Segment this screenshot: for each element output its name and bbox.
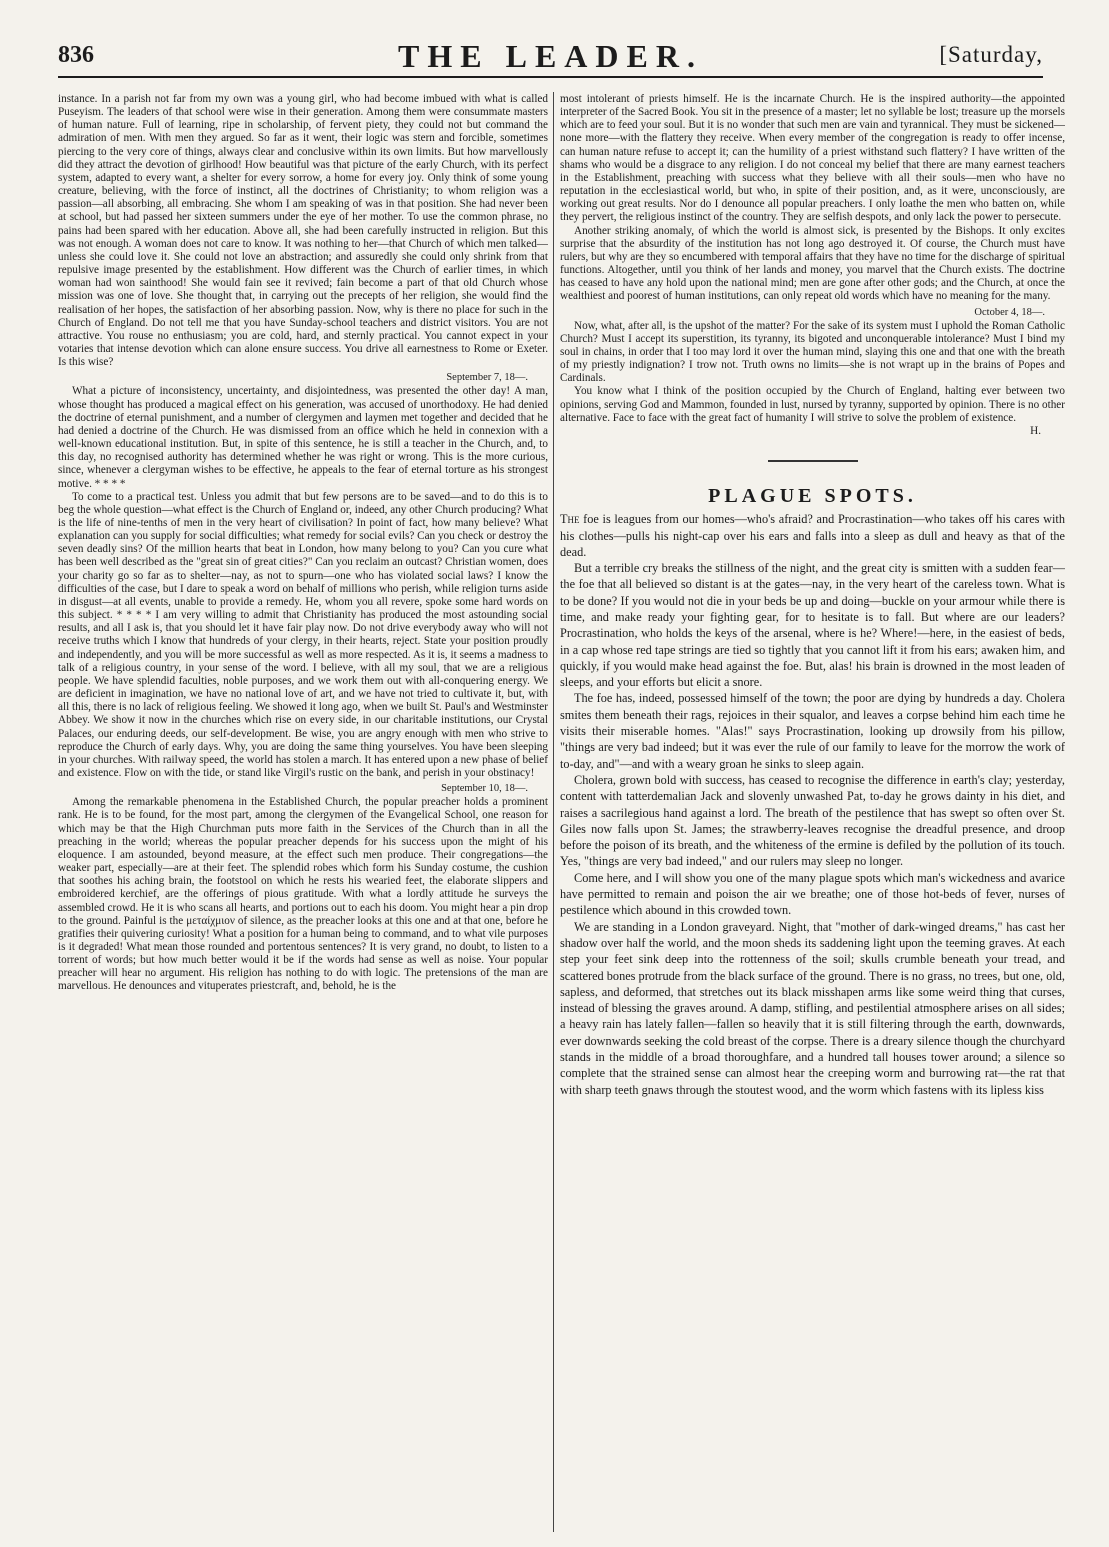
paragraph-text: foe is leagues from our homes—who's afraid? and Procrastination—who takes off his cares with his clothes—pulls his night-cap over his ears and falls into a sleep as dull and heavy as that of the dead. [560,512,1065,559]
article-paragraph: Among the remarkable phenomena in the Established Church, the popular preacher holds a prominent rank. He is to be found, for the most part, among the clergymen of the Evangelical School, one reason for which may be that the High Churchman puts more faith in the Services of the Church than in all the preaching in the world; whereas the popular preacher depends for his success upon the might of his eloquence. I am astounded, beyond measure, at the effect such men produce. Their congregations—the weaker part, especially—are at their feet. The splendid robes which form his Sunday costume, the cushion that soothes his aching brain, the footstool on which he rests his wearied feet, the elaborate slippers and embroidered kerchief, are the offerings of pious gratitude. With what a lordly attitude he surveys the assembled crowd. He it is who scans all hearts, and portions out to each his doom. You might hear a pin drop to the ground. Painful is the μεταίχμιον of silence, as the preacher looks at this one and at that one, before he gratifies their quivering curiosity! What a position for a human being to command, and to what vile purposes is it degraded! What mean those rounded and portentous sentences? It is very grand, no doubt, to listen to a torrent of words; but how much better would it be if the words had sense as well as noise. Your popular preacher will hear no argument. His religion has nothing to do with logic. The pretensions of the man are marvellous. He denounces and vituperates priestcraft, and, behold, he is the [58,796,548,993]
dateline: October 4, 18—. [974,306,1045,318]
right-column [560,93,1065,1533]
opening-word: The [560,512,580,527]
article-paragraph: Now, what, after all, is the upshot of the matter? For the sake of its system must I uphold the Roman Catholic Church? Must I accept its superstition, its tyranny, its bigoted and unconquerable intolerance? Must I bind my soul in chains, in order that I too may lord it over the human mind, slaying this one and that one with the breath of my priestly indignation? I trow not. Truth owns no limits—she is not wrapt up in the brains of Popes and Cardinals. [560,319,1065,385]
masthead [58,38,1043,78]
newspaper-title: THE LEADER. [398,38,703,74]
section-divider [768,460,858,462]
article-paragraph: Cholera, grown bold with success, has ceased to recognise the difference in earth's clay; yesterday, content with tatterdemalian Jack and slovenly unwashed Pat, to-day he grows dainty in his diet, and raises a sacrilegious hand against a lord. The breath of the pestilence that has swept so often over St. Giles now falls upon St. James; the strawberry-leaves recognise the dreadful presence, and droop before the poison of its breath, and the whiteness of the ermine is defiled by the pollution of its touch. Yes, "things are very bad indeed," and our rulers may sleep no longer. [560,772,1065,869]
author-signature: H. [1030,424,1041,437]
article-paragraph: instance. In a parish not far from my own was a young girl, who had become imbued with what is called Puseyism. The leaders of that school were wise in their generation. Among them were consummate masters of human nature. Full of learning, ripe in scholarship, of fervent piety, they could not but command the admiration of men. With men they argued. So far as it went, their logic was stern and forcible, sometimes piercing to the very core of things, always clear and conclusive within its own limits. But how marvellously did they attract the devotion of girlhood! How beautiful was that picture of the early Church, with its perfect system, adapted to every want, a shelter for every sorrow, a home for every joy. Only think of some young creature, believing, with the force of instinct, all the doctrines of Christianity; to whom religion was a passion—all absorbing, all embracing. She whom I am speaking of was in that position. She had never been at school, but had passed her sixteen summers under the eye of her mother. To use the common phrase, no pains had been spared with her education. Above all, she had been carefully instructed in religion. But this was not enough. A woman does not care to know. It was nothing to her—that Church of which men talked—unless she could love it. She could not love an abstraction; and assuredly she could only shrink from that repulsive image presented by the establishment. How different was the Church of earlier times, in which woman had won sainthood! She would fain see it revived; fain become a part of that old Church whose mission was one of love. She thought that, in carrying out the precepts of her religion, she would find the realisation of her hopes, the satisfaction of her absorbing passion. Now, why is there no place for such in the Church of England. Do not tell me that you have Sunday-school teachers and district visitors. You are not attractive. You rouse no enthusiasm; you are cold, hard, and sternly practical. You cannot expect in your votaries that intense devotion which can alone ensure success. You drive all earnestness to Rome or Exeter. Is this wise? [58,93,548,369]
article-paragraph: We are standing in a London graveyard. Night, that "mother of dark-winged dreams," has cast her shadow over half the world, and the moon sheds its saddening light upon the teeming graves. At each step your feet sink deep into the rottenness of the soil; skulls crumble beneath your tread, and scattered bones protrude from the black surface of the ground. There is no grass, no trees, but one, old, sapless, and deformed, that stretches out its black misshapen arms like some weird thing that curses, instead of blessing the graves around. A damp, stifling, and pestilential atmosphere arises on all sides; a heavy rain has lately fallen—fallen so heavily that it is still filtering through the earth, downwards, ever downwards seeking the cold breast of the corpse. There is a dreary silence though the churchyard stands in the middle of a broad thoroughfare, and a hundred tall houses tower around; a silence so complete that the strained sense can almost hear the creeping worm and burrowing rat—the rat that with sharp teeth gnaws through the stoutest wood, and the worm which fastens with its lipless kiss [560,919,1065,1097]
plague-spots-article [560,511,1065,1098]
section-title: PLAGUE SPOTS. [708,485,917,508]
article-paragraph: Come here, and I will show you one of the many plague spots which man's wickedness and avarice have permitted to remain and poison the air we breathe; one of those hot-beds of fever, nurses of pestilence which abound in this crowded town. [560,870,1065,918]
article-paragraph: But a terrible cry breaks the stillness of the night, and the great city is smitten with a sudden fear—the foe that all believed so distant is at the gates—nay, in the very heart of the careless town. What is to be done? If you would not die in your beds be up and doing—buckle on your armour while there is time, and make ready your fighting gear, for to hesitate is to fall. But where are our leaders? Procrastination, who holds the keys of the arsenal, where is he? Where!—here, in the easiest of beds, in a cap whose red tape strings are tied so tightly that you cannot lift it from his ears; awaken him, and quickly, if you would make head against the foe. But, alas! his brain is drowned in the most leaden of sleeps, and your efforts but elicit a snore. [560,561,1065,690]
dateline: September 10, 18—. [441,783,528,795]
article-paragraph: To come to a practical test. Unless you admit that but few persons are to be saved—and to do this is to beg the whole question—what effect is the Church of England or, indeed, any other Church producing? What is the life of nine-tenths of men in the very heart of civilisation? In point of fact, how many believe? What explanation can you supply for social difficulties; what remedy for social evils? Can you check or destroy the seven deadly sins? Of the million hearts that beat in London, how many belong to you? Can you cure what has been well described as the "great sin of great cities?" Can you reclaim an outcast? Christian women, does your charity go so far as to shelter—nay, as not to spurn—one who has violated social laws? I know the difficulties of the case, but I dare to speak a word on behalf of millions who perish, while religion turns aside in disgust—at all events, unable to provide a remedy. He, whom you all revere, spoke some hard words on this subject. * * * * I am very willing to admit that Christianity has produced the most astounding social results, and all I ask is, that you should let it have fair play now. Do not drive everybody away who will not receive truths which I know that hundreds of your clergy, in their hearts, reject. State your position proudly and independently, and you will be more successful as well as more respected. As it is, it seems a madness to talk of a religious country, in your sense of the word. I believe, with all my soul, that we are a religious people. We have splendid faculties, noble purposes, and we work them out with all-conquering energy. We are deficient in imagination, we have no national love of art, and we have not tried to cultivate it, but, with all this, there is no lack of religious feeling. We showed it long ago, when we built St. Paul's and Westminster Abbey. We show it now in the churches which rise on every side, in our charitable institutions, our Crystal Palaces, our enduring deeds, our self-development. Be wise, you are angry enough with men who strive to reproduce the Church of early days. Why, you are doing the same thing yourselves. You have been sleeping in your churches. With railway speed, the world has stolen a march. It has entered upon a new phase of belief and existence. Flow on with the tide, or stand like Virgil's rustic on the bank, and perish in your obstinacy! [58,490,548,779]
article-paragraph: What a picture of inconsistency, uncertainty, and disjointedness, was presented the other day! A man, whose thought has produced a magical effect on his generation, was accused of unorthodoxy. He had denied the doctrine of eternal punishment, and a number of clergymen and laymen met together and decided that he had denied a doctrine of the Church. He was dismissed from an office which he held in connexion with a well-known educational institution. But, in spite of this sentence, he is still a teacher in the Church, and, to this day, no recognised authority has determined whether he was right or wrong. This is the more curious, since, whenever a clergyman wishes to be effective, he appeals to the fear of eternal torture as his strongest motive. * * * * [58,385,548,490]
issue-day: [Saturday, [939,42,1043,67]
left-column [58,93,548,1533]
dateline: September 7, 18—. [446,372,528,384]
article-paragraph: Another striking anomaly, of which the world is almost sick, is presented by the Bishops. It only excites surprise that the absurdity of the institution has not long ago destroyed it. Of course, the Church must have rulers, but why are they so encumbered with temporal affairs that they have no time for the discharge of spiritual functions. Altogether, until you think of her lands and money, you marvel that the Church exists. The doctrine has ceased to have any hold upon the national mind; men are gone after other gods; and the Church, at once the wealthiest and poorest of human institutions, can only repeat old words which have no meaning for the many. [560,224,1065,303]
article-paragraph [560,511,1065,560]
article-paragraph: most intolerant of priests himself. He is the incarnate Church. He is the inspired authority—the appointed interpreter of the Sacred Book. You sit in the presence of a master; let no syllable be lost; treasure up the morsels which are to feed your soul. But it is no wonder that such men are vain and tyrannical. They must be sickened—none more—with the flattery they receive. When every member of the congregation is ready to offer incense, can human nature refuse to accept it; can the humility of a priest withstand such flattery? I have written of the shams who would be a disgrace to any religion. I do not conceal my belief that there are many earnest teachers in the Establishment, preaching with success what they believe with all their souls—men who have no reputation in the ecclesiastical world, but who, in spite of their position, and, as it were, unconsciously, are working out great results. Nor do I denounce all popular preachers. I only loathe the men who batten on, while they pervert, the religious instinct of the country. They are selfish despots, and only lack the power to persecute. [560,93,1065,224]
article-paragraph: The foe has, indeed, possessed himself of the town; the poor are dying by hundreds a day. Cholera smites them beneath their rags, rejoices in their squalor, and leaves a corpse behind him each time he visits their miserable homes. "Alas!" says Procrastination, looking up drowsily from his pillow, "things are very bad indeed; but it was ever the rule of our family to leave for the morrow the work of to-day, and"—and with a weary groan he sinks to sleep again. [560,691,1065,771]
column-divider [553,92,554,1532]
page-number: 836 [58,42,94,68]
article-paragraph: You know what I think of the position occupied by the Church of England, halting ever between two opinions, serving God and Mammon, founded in lust, nursed by tyranny, supported by opinion. There is no other alternative. Face to face with the great fact of humanity I will strive to solve the problem of existence. [560,385,1065,424]
